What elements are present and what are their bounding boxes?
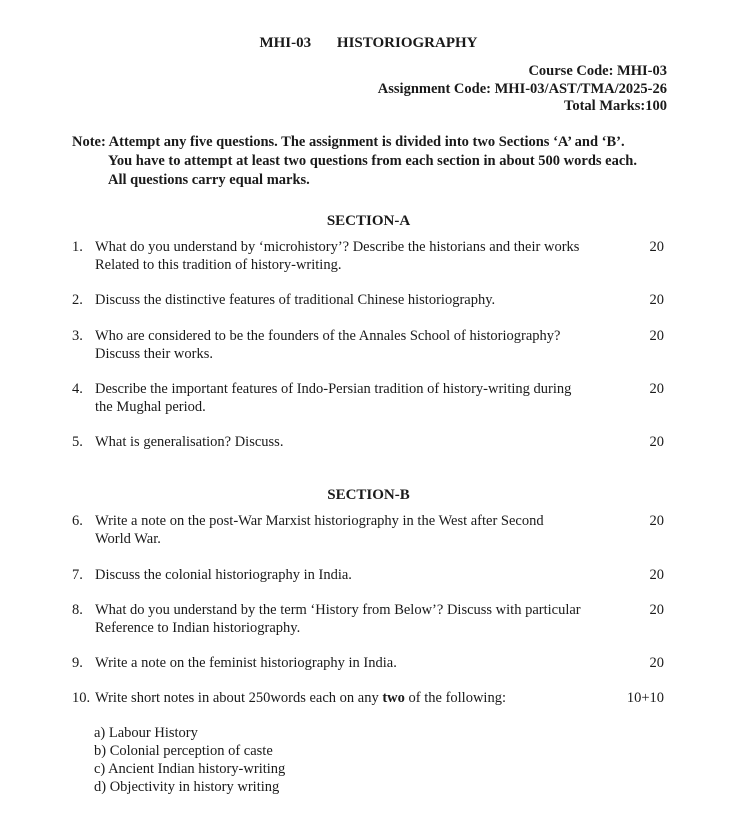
question-number: 9. xyxy=(72,655,83,671)
course-title-heading: HISTORIOGRAPHY xyxy=(336,35,478,51)
assignment-code-line: Assignment Code: MHI-03/AST/TMA/2025-26 xyxy=(377,81,667,97)
question-emphasis: two xyxy=(382,690,405,706)
sub-item-list xyxy=(94,724,285,796)
question-number: 6. xyxy=(72,513,83,529)
question-number: 2. xyxy=(72,292,83,308)
question-marks: 10+10 xyxy=(626,690,664,706)
question-marks: 20 xyxy=(649,292,664,308)
question-marks: 20 xyxy=(649,381,664,397)
question-line: What is generalisation? Discuss. xyxy=(95,434,284,450)
question-line: What do you understand by the term ‘History from Below’? Discuss with particular xyxy=(95,602,581,618)
section-b-heading: SECTION-B xyxy=(327,487,410,503)
question-number: 3. xyxy=(72,328,83,344)
section-a-heading: SECTION-A xyxy=(326,213,411,229)
question-text xyxy=(95,291,625,309)
question-line xyxy=(95,689,625,707)
total-marks-line: Total Marks:100 xyxy=(564,98,667,114)
question-line: Discuss their works. xyxy=(95,346,214,362)
question-marks: 20 xyxy=(649,239,664,255)
question-line-part: Write short notes in about 250words each on any xyxy=(95,690,383,706)
question-marks: 20 xyxy=(649,434,664,450)
question-text xyxy=(95,512,625,548)
question-text xyxy=(95,601,625,637)
question-text xyxy=(95,689,625,707)
question-marks: 20 xyxy=(649,655,664,671)
question-text xyxy=(95,238,625,274)
question-line: Discuss the distinctive features of traditional Chinese historiography. xyxy=(95,292,496,308)
question-text xyxy=(95,566,625,584)
question-line: Reference to Indian historiography. xyxy=(95,620,301,636)
question-number: 5. xyxy=(72,434,83,450)
question-line: World War. xyxy=(95,531,161,547)
question-number: 10. xyxy=(72,690,91,706)
question-number: 4. xyxy=(72,381,83,397)
instructions-note xyxy=(72,133,682,190)
question-text xyxy=(95,654,625,672)
note-line-2: You have to attempt at least two questions from each section in about 500 words each. xyxy=(108,153,637,169)
question-line-part: of the following: xyxy=(404,690,506,706)
question-number: 7. xyxy=(72,567,83,583)
question-line: Discuss the colonial historiography in India. xyxy=(95,567,352,583)
question-line: Write a note on the feminist historiography in India. xyxy=(95,655,397,671)
question-line: the Mughal period. xyxy=(95,399,206,415)
question-marks: 20 xyxy=(649,567,664,583)
sub-item: c) Ancient Indian history-writing xyxy=(94,761,286,777)
course-code-line: Course Code: MHI-03 xyxy=(528,63,667,79)
question-line: Describe the important features of Indo-Persian tradition of history-writing during xyxy=(95,381,572,397)
question-line: Write a note on the post-War Marxist historiography in the West after Second xyxy=(95,513,544,529)
question-line: Who are considered to be the founders of the Annales School of historiography? xyxy=(95,328,561,344)
question-line: Related to this tradition of history-writing. xyxy=(95,257,342,273)
course-code-heading: MHI-03 xyxy=(259,35,312,51)
question-number: 1. xyxy=(72,239,83,255)
sub-item: d) Objectivity in history writing xyxy=(94,779,280,795)
sub-item: a) Labour History xyxy=(94,725,198,741)
question-marks: 20 xyxy=(649,513,664,529)
sub-item: b) Colonial perception of caste xyxy=(94,743,273,759)
question-marks: 20 xyxy=(649,328,664,344)
question-number: 8. xyxy=(72,602,83,618)
question-text xyxy=(95,380,625,416)
note-line-3: All questions carry equal marks. xyxy=(108,172,310,188)
question-text xyxy=(95,327,625,363)
question-text xyxy=(95,433,625,451)
page-title xyxy=(0,34,737,52)
question-line: What do you understand by ‘microhistory’? Describe the historians and their works xyxy=(95,239,580,255)
question-marks: 20 xyxy=(649,602,664,618)
note-line-1: Note: Attempt any five questions. The assignment is divided into two Sections ‘A’ and ‘B’. xyxy=(72,134,625,150)
